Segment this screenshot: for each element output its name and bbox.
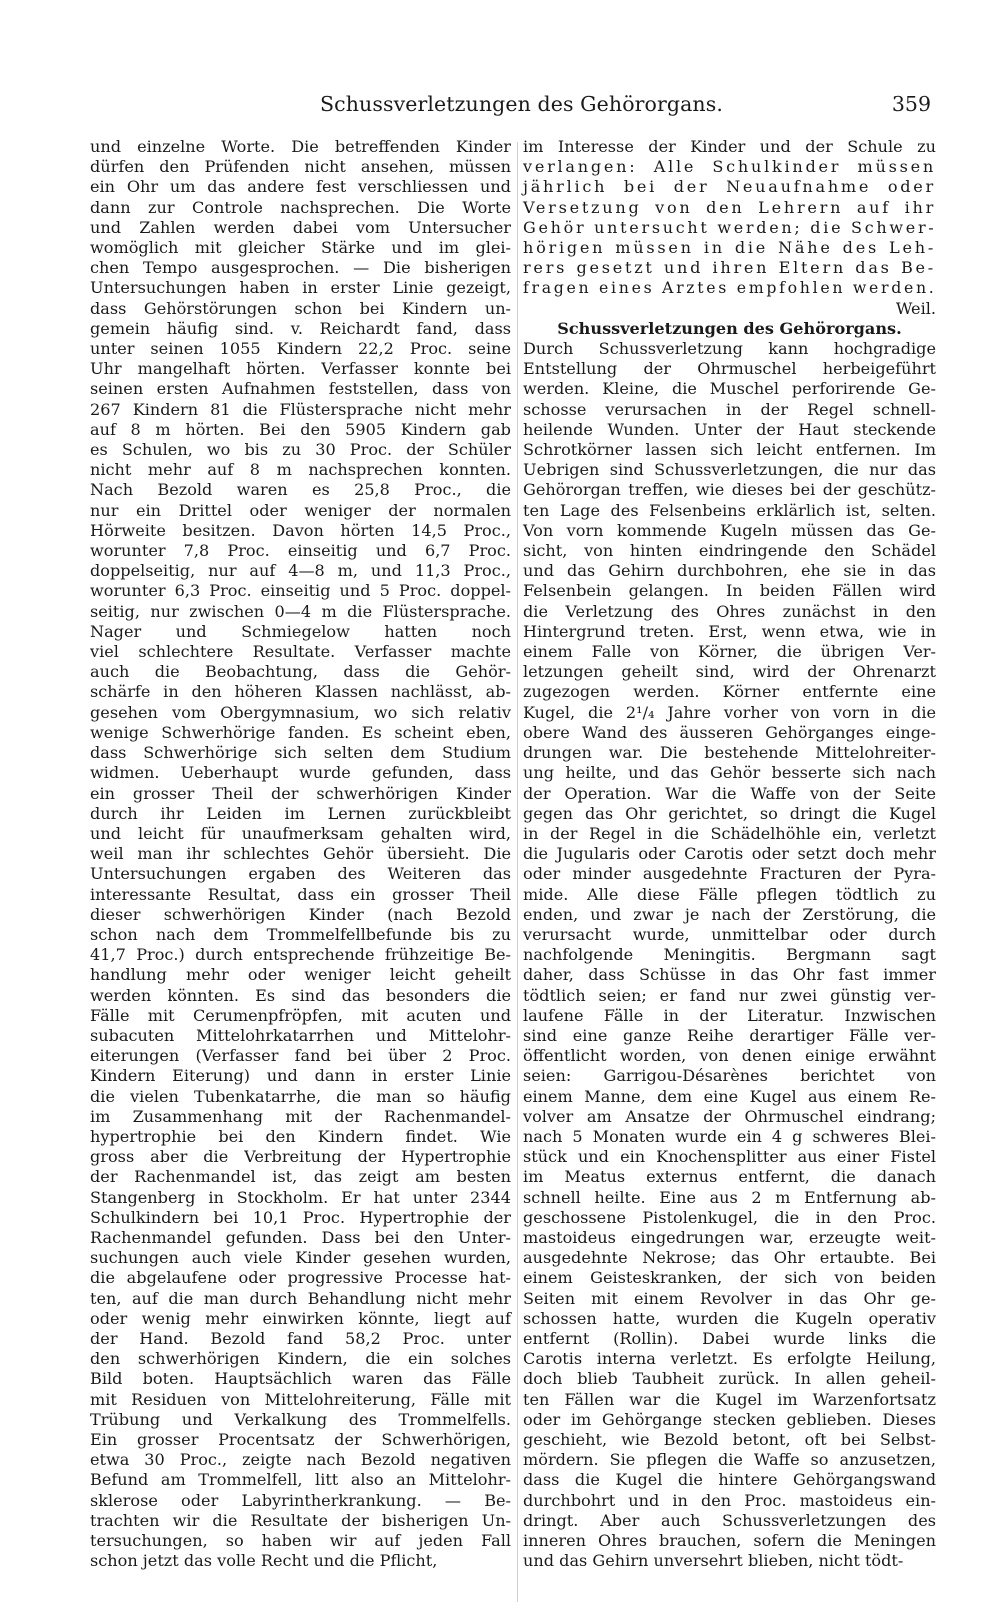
text-line: ten Lage des Felsenbeins erklärlich ist, selten. — [523, 500, 936, 520]
text-line: schossen hatte, wurden die Kugeln operativ — [523, 1308, 936, 1328]
text-line: geschossene Pistolenkugel, die in den Proc. — [523, 1207, 936, 1227]
text-line: durchbohrt und in den Proc. mastoideus ein- — [523, 1490, 936, 1510]
text-line: oder wenig mehr einwirken könnte, liegt auf — [90, 1308, 511, 1328]
text-line: Entstellung der Ohrmuschel herbeigeführt — [523, 359, 936, 379]
text-line: nachfolgende Meningitis. Bergmann sagt — [523, 945, 936, 965]
text-line: die Verletzung des Ohres zunächst in den — [523, 601, 936, 621]
text-line: Uebrigen sind Schussverletzungen, die nur das — [523, 460, 936, 480]
text-line: Hörweite besitzen. Davon hörten 14,5 Proc., — [90, 520, 511, 540]
text-line: gross aber die Verbreitung der Hypertrophie — [90, 1147, 511, 1167]
text-line: viel schlechtere Resultate. Verfasser machte — [90, 642, 511, 662]
text-line: mördern. Sie pflegen die Waffe so anzusetzen, — [523, 1450, 936, 1470]
text-line: rers gesetzt und ihren Eltern das Be- — [523, 258, 936, 278]
text-line: Von vorn kommende Kugeln müssen das Ge- — [523, 520, 936, 540]
text-line: auf 8 m hörten. Bei den 5905 Kindern gab — [90, 419, 511, 439]
text-line: der Hand. Bezold fand 58,2 Proc. unter — [90, 1328, 511, 1348]
text-line: Nager und Schmiegelow hatten noch — [90, 621, 511, 641]
text-line: Durch Schussverletzung kann hochgradige — [523, 339, 936, 359]
text-line: heilende Wunden. Unter der Haut steckende — [523, 419, 936, 439]
text-line: ein Ohr um das andere fest verschliessen und — [90, 177, 511, 197]
text-line: einem Manne, dem eine Kugel aus einem Re- — [523, 1086, 936, 1106]
text-line: subacuten Mittelohrkatarrhen und Mittelohr- — [90, 1025, 511, 1045]
text-line: Bild boten. Hauptsächlich waren das Fälle — [90, 1369, 511, 1389]
text-line: obere Wand des äusseren Gehörganges einge- — [523, 722, 936, 742]
text-line: die vielen Tubenkatarrhe, die man so häufig — [90, 1086, 511, 1106]
text-line: 267 Kindern 81 die Flüstersprache nicht mehr — [90, 399, 511, 419]
text-line: im Meatus externus entfernt, die danach — [523, 1167, 936, 1187]
text-line: Untersuchungen haben in erster Linie gezeigt, — [90, 278, 511, 298]
text-line: Weil. — [895, 298, 936, 318]
text-line: seien: Garrigou-Désarènes berichtet von — [523, 1066, 936, 1086]
text-line: schosse verursachen in der Regel schnell- — [523, 399, 936, 419]
text-line: im Zusammenhang mit der Rachenmandel- — [90, 1106, 511, 1126]
text-line: werden. Kleine, die Muschel perforirende Ge- — [523, 379, 936, 399]
text-line: handlung mehr oder weniger leicht geheilt — [90, 965, 511, 985]
text-line: verlangen: Alle Schulkinder müssen — [523, 157, 936, 177]
text-line: schnell heilte. Eine aus 2 m Entfernung ab- — [523, 1187, 936, 1207]
text-line: fragen eines Arztes empfohlen werden. — [523, 278, 937, 298]
text-line: dass die Kugel die hintere Gehörgangswand — [523, 1470, 936, 1490]
text-line: Seiten mit einem Revolver in das Ohr ge- — [523, 1288, 936, 1308]
text-line: die abgelaufene oder progressive Processe hat- — [90, 1268, 511, 1288]
text-line: wenige Schwerhörige fanden. Es scheint eben, — [90, 722, 511, 742]
text-line: weil man ihr schlechtes Gehör übersieht. Die — [90, 844, 511, 864]
text-line: ten, auf die man durch Behandlung nicht mehr — [90, 1288, 511, 1308]
text-line: der Operation. War die Waffe von der Seite — [523, 783, 936, 803]
right-column — [523, 137, 936, 1571]
text-line: dass Schwerhörige sich selten dem Studium — [90, 743, 511, 763]
section-heading: Schussverletzungen des Gehörorgans. — [557, 318, 902, 338]
text-line: mit Residuen von Mittelohreiterung, Fälle mit — [90, 1389, 511, 1409]
text-line: ung heilte, und das Gehör besserte sich nach — [523, 763, 936, 783]
text-line: dürfen den Prüfenden nicht ansehen, müssen — [90, 157, 511, 177]
text-line: mide. Alle diese Fälle pflegen tödtlich zu — [523, 884, 936, 904]
text-line: womöglich mit gleicher Stärke und im glei- — [90, 238, 511, 258]
text-line: unter seinen 1055 Kindern 22,2 Proc. seine — [90, 339, 511, 359]
text-line: Uhr mangelhaft hörten. Verfasser konnte bei — [90, 359, 511, 379]
text-line: doch blieb Taubheit zurück. In allen geheil- — [523, 1369, 936, 1389]
text-line: der Rachenmandel ist, das zeigt am besten — [90, 1167, 511, 1187]
text-line: Kindern Eiterung) und dann in erster Linie — [90, 1066, 511, 1086]
text-line: einem Falle von Körner, die übrigen Ver- — [523, 642, 936, 662]
text-line: Fälle mit Cerumenpfröpfen, mit acuten und — [90, 1005, 511, 1025]
text-line: gemein häufig sind. v. Reichardt fand, dass — [90, 318, 511, 338]
text-line: tersuchungen, so haben wir auf jeden Fall — [90, 1531, 511, 1551]
text-line: dieser schwerhörigen Kinder (nach Bezold — [90, 904, 511, 924]
text-line: oder minder ausgedehnte Fracturen der Pyra- — [523, 864, 936, 884]
text-line: dass Gehörstörungen schon bei Kindern un- — [90, 298, 511, 318]
text-line: etwa 30 Proc., zeigte nach Bezold negativen — [90, 1450, 511, 1470]
text-line: und einzelne Worte. Die betreffenden Kinder — [90, 137, 511, 156]
text-line: ausgedehnte Nekrose; das Ohr ertaubte. Bei — [523, 1248, 936, 1268]
text-line: hörigen müssen in die Nähe des Leh- — [523, 238, 936, 258]
text-line: auch die Beobachtung, dass die Gehör- — [90, 662, 511, 682]
text-line: schon jetzt das volle Recht und die Pflicht, — [90, 1551, 438, 1571]
text-line: widmen. Ueberhaupt wurde gefunden, dass — [90, 763, 511, 783]
text-line: Kugel, die 2¹/₄ Jahre vorher von vorn in die — [523, 702, 936, 722]
text-line: sicht, von hinten eindringende den Schädel — [523, 541, 936, 561]
text-line: Schrotkörner lassen sich leicht entfernen. Im — [523, 440, 936, 460]
text-line: Untersuchungen ergaben des Weiteren das — [90, 864, 511, 884]
text-line: volver am Ansatze der Ohrmuschel eindrang; — [523, 1106, 936, 1126]
text-line: gesehen vom Obergymnasium, wo sich relativ — [90, 702, 511, 722]
text-line: werden könnten. Es sind das besonders die — [90, 985, 511, 1005]
text-line: Ein grosser Procentsatz der Schwerhörigen, — [90, 1430, 511, 1449]
text-line: suchungen auch viele Kinder gesehen wurden, — [90, 1248, 511, 1268]
text-line: Carotis interna verletzt. Es erfolgte Heilung, — [523, 1349, 936, 1369]
text-line: in der Regel in die Schädelhöhle ein, verletzt — [523, 823, 936, 843]
text-line: interessante Resultat, dass ein grosser Theil — [90, 884, 511, 904]
text-line: nicht mehr auf 8 m nachsprechen konnten. — [90, 460, 511, 480]
text-line: 41,7 Proc.) durch entsprechende frühzeitige Be- — [90, 945, 511, 965]
text-line: ten Fällen war die Kugel im Warzenfortsatz — [523, 1389, 936, 1409]
text-line: es Schulen, wo bis zu 30 Proc. der Schüler — [90, 440, 511, 460]
text-line: sklerose oder Labyrintherkrankung. — Be- — [90, 1490, 511, 1510]
text-line: einem Geisteskranken, der sich von beiden — [523, 1268, 936, 1288]
text-line: daher, dass Schüsse in das Ohr fast immer — [523, 965, 936, 985]
text-line: drungen war. Die bestehende Mittelohreiter- — [523, 743, 936, 763]
text-line: entfernt (Rollin). Dabei wurde links die — [523, 1328, 936, 1348]
column-divider — [517, 142, 518, 1602]
text-line: sind eine ganze Reihe derartiger Fälle ver- — [523, 1025, 936, 1045]
text-line: enden, und zwar je nach der Zerstörung, die — [523, 904, 936, 924]
page-number: 359 — [891, 92, 931, 116]
text-line: geschieht, wie Bezold betont, oft bei Selbst- — [523, 1430, 936, 1449]
text-line: trachten wir die Resultate der bisherigen Un- — [90, 1510, 511, 1530]
text-line: Trübung und Verkalkung des Trommelfells. — [90, 1409, 511, 1429]
text-line: inneren Ohres brauchen, sofern die Meningen — [523, 1531, 936, 1551]
text-line: schärfe in den höheren Klassen nachlässt, ab- — [90, 682, 511, 702]
text-line: Versetzung von den Lehrern auf ihr — [523, 197, 936, 217]
text-line: jährlich bei der Neuaufnahme oder — [523, 177, 936, 197]
text-line: eiterungen (Verfasser fand bei über 2 Proc. — [90, 1046, 511, 1066]
text-line: gegen das Ohr gerichtet, so dringt die Kugel — [523, 803, 936, 823]
text-line: seitig, nur zwischen 0—4 m die Flüstersprache. — [90, 601, 511, 621]
text-line: oder im Gehörgange stecken geblieben. Dieses — [523, 1409, 936, 1429]
text-line: Befund am Trommelfell, litt also an Mittelohr- — [90, 1470, 511, 1490]
text-line: ein grosser Theil der schwerhörigen Kinder — [90, 783, 511, 803]
text-line: Stangenberg in Stockholm. Er hat unter 2344 — [90, 1187, 511, 1207]
text-line: Gehörorgan treffen, wie dieses bei der geschütz- — [523, 480, 936, 500]
text-line: dringt. Aber auch Schussverletzungen des — [523, 1510, 936, 1530]
running-title: Schussverletzungen des Gehörorgans. — [320, 92, 723, 116]
text-line: letzungen geheilt sind, wird der Ohrenarzt — [523, 662, 936, 682]
text-line: hypertrophie bei den Kindern findet. Wie — [90, 1126, 511, 1146]
text-line: im Interesse der Kinder und der Schule zu — [523, 137, 936, 156]
text-line: chen Tempo ausgesprochen. — Die bisherigen — [90, 258, 511, 278]
text-line: und leicht für unaufmerksam gehalten wird, — [90, 823, 511, 843]
text-line: öffentlicht worden, von denen einige erwähnt — [523, 1046, 936, 1066]
text-line: Felsenbein gelangen. In beiden Fällen wird — [523, 581, 936, 601]
text-line: die Jugularis oder Carotis oder setzt doch mehr — [523, 844, 936, 864]
left-column — [90, 137, 511, 1571]
text-line: doppelseitig, nur auf 4—8 m, und 11,3 Proc., — [90, 561, 511, 581]
text-line: worunter 7,8 Proc. einseitig und 6,7 Proc. — [90, 541, 511, 561]
text-line: und das Gehirn unversehrt blieben, nicht tödt- — [523, 1551, 904, 1571]
text-line: und das Gehirn durchbohren, ehe sie in das — [523, 561, 936, 581]
text-line: mastoideus eingedrungen war, erzeugte weit- — [523, 1227, 936, 1247]
text-line: stück und ein Knochensplitter aus einer Fistel — [523, 1147, 936, 1167]
text-line: Gehör untersucht werden; die Schwer- — [523, 217, 937, 237]
text-line: tödtlich seien; er fand nur zwei günstig ver- — [523, 985, 936, 1005]
text-line: Rachenmandel gefunden. Dass bei den Unter- — [90, 1227, 511, 1247]
text-line: den schwerhörigen Kindern, die ein solches — [90, 1349, 511, 1369]
text-line: und Zahlen werden dabei vom Untersucher — [90, 217, 511, 237]
text-line: zugezogen werden. Körner entfernte eine — [523, 682, 936, 702]
text-line: dann zur Controle nachsprechen. Die Worte — [90, 197, 511, 217]
text-line: worunter 6,3 Proc. einseitig und 5 Proc. doppel- — [90, 581, 511, 601]
text-line: nur ein Drittel oder weniger der normalen — [90, 500, 511, 520]
text-line: Hintergrund treten. Erst, wenn etwa, wie in — [523, 621, 936, 641]
text-line: Nach Bezold waren es 25,8 Proc., die — [90, 480, 511, 500]
text-line: durch ihr Leiden im Lernen zurückbleibt — [90, 803, 511, 823]
text-line: seinen ersten Aufnahmen feststellen, dass von — [90, 379, 511, 399]
text-line: verursacht wurde, unmittelbar oder durch — [523, 924, 936, 944]
text-line: Schulkindern bei 10,1 Proc. Hypertrophie der — [90, 1207, 511, 1227]
text-line: nach 5 Monaten wurde ein 4 g schweres Blei- — [523, 1126, 936, 1146]
text-line: schon nach dem Trommelfellbefunde bis zu — [90, 924, 511, 944]
text-line: laufene Fälle in der Literatur. Inzwischen — [523, 1005, 936, 1025]
